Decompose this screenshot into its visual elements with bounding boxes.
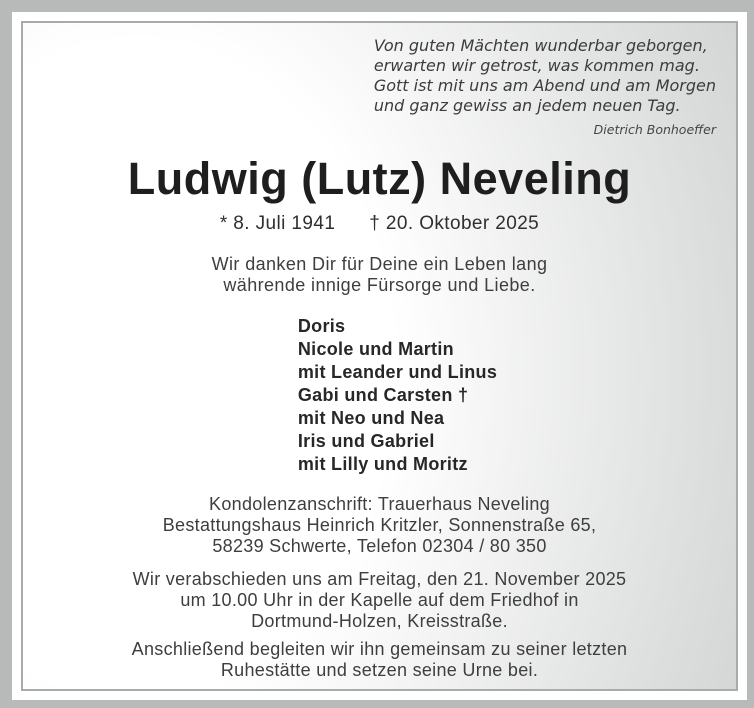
condolence-line: 58239 Schwerte, Telefon 02304 / 80 350 [212, 536, 547, 556]
mourner-name: Gabi und Carsten † [297, 385, 469, 405]
deceased-name: Ludwig (Lutz) Neveling [127, 153, 632, 204]
obituary-content [21, 21, 738, 691]
memorial-quote [374, 36, 716, 140]
funeral-line: Dortmund-Holzen, Kreisstraße. [251, 611, 508, 631]
burial-line: Anschließend begleiten wir ihn gemeinsam zu seiner letzten [131, 639, 628, 659]
quote-line: erwarten wir getrost, was kommen mag. [373, 56, 700, 75]
mourner-name: Doris [297, 316, 346, 336]
funeral-line: Wir verabschieden uns am Freitag, den 21. November 2025 [132, 569, 627, 589]
life-dates [23, 213, 736, 235]
mourners-list [298, 315, 497, 476]
funeral-line: um 10.00 Uhr in der Kapelle auf dem Friedhof in [180, 590, 579, 610]
condolence-address [23, 494, 736, 557]
condolence-line: Kondolenzanschrift: Trauerhaus Neveling [209, 494, 550, 514]
quote-line: Von guten Mächten wunderbar geborgen, [373, 36, 708, 55]
tribute-line: währende innige Fürsorge und Liebe. [223, 275, 536, 295]
mourner-name: Nicole und Martin [297, 339, 454, 359]
mourner-name: mit Leander und Linus [297, 362, 498, 382]
birth-date: * 8. Juli 1941 [219, 213, 336, 234]
mourner-name: mit Lilly und Moritz [297, 454, 468, 474]
tribute-line: Wir danken Dir für Deine ein Leben lang [211, 254, 548, 274]
condolence-line: Bestattungshaus Heinrich Kritzler, Sonnenstraße 65, [162, 515, 597, 535]
quote-line: Gott ist mit uns am Abend und am Morgen [373, 76, 716, 95]
funeral-announcement [23, 569, 736, 632]
death-date: † 20. Oktober 2025 [369, 213, 540, 234]
burial-announcement [23, 639, 736, 681]
obituary-card [12, 12, 747, 700]
mourner-name: Iris und Gabriel [297, 431, 435, 451]
mourner-name: mit Neo und Nea [297, 408, 445, 428]
burial-line: Ruhestätte und setzen seine Urne bei. [220, 660, 539, 680]
quote-line: und ganz gewiss an jedem neuen Tag. [373, 96, 681, 115]
tribute-text [23, 254, 736, 296]
quote-attribution: Dietrich Bonhoeffer [593, 122, 716, 137]
